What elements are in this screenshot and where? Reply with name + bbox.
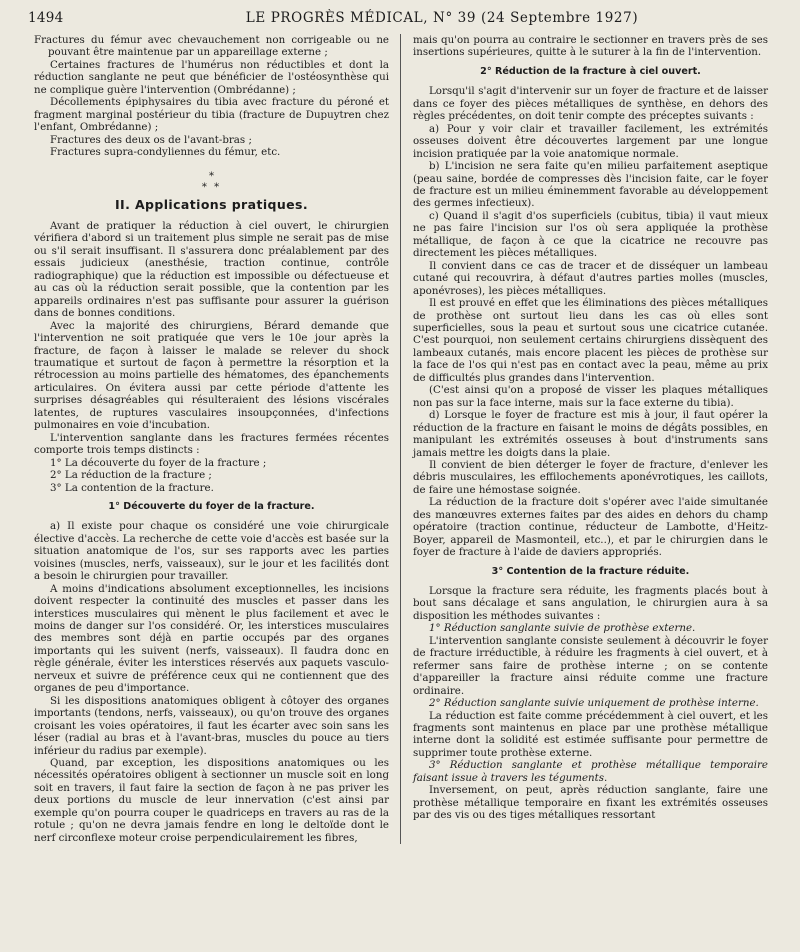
steps-list	[34, 457, 389, 494]
paragraph: Avec la majorité des chirurgiens, Bérard demande que l'intervention ne soit pratiquée que vers le 10e jour après la fracture, de façon à laisser le malade se relever du shock traumatique et surtout de façon à permettre la résorption et la rétrocession au moins partielle des hématomes, des épanchements articulaires. On évitera aussi par cette période d'attente les surprises désagréables qui résulteraient des lésions viscérales latentes, de ruptures vasculaires insoupçonnées, d'infections pulmonaires en voie d'incubation.	[34, 319, 389, 432]
page-header	[28, 10, 770, 32]
paragraph: L'intervention sanglante dans les fractures fermées récentes comporte trois temps distincts :	[34, 431, 389, 457]
paragraph: L'intervention sanglante consiste seulement à découvrir le foyer de fracture irréductible, à réduire les fragments à ciel ouvert, et à refermer sans faire de prothèse interne ; on se contente d'appareiller la fracture ainsi réduite comme une fracture ordinaire.	[413, 634, 768, 697]
paragraph: Lorsqu'il s'agit d'intervenir sur un foyer de fracture et de laisser dans ce foyer des pièces métalliques de synthèse, en dehors des règles précédentes, on doit tenir compte des préceptes suivants :	[413, 85, 768, 123]
paragraph: Il convient dans ce cas de tracer et de disséquer un lambeau cutané qui recouvrira, à défaut d'autres parties molles (muscles, aponévroses), les pièces métalliques.	[413, 259, 768, 297]
paragraph: Lorsque la fracture sera réduite, les fragments placés bout à bout sans décalage et sans angulation, le chirurgien aura à sa disposition les méthodes suivantes :	[413, 585, 768, 622]
paragraph: Si les dispositions anatomiques obligent à côtoyer des organes importants (tendons, nerfs, vaisseaux), ou qu'on trouve des organes croisant les voies opératoires, il faut les écarter avec soin sans les léser (radial au bras et à l'avant-bras, muscles du pouce au tiers inférieur du radius par exemple).	[34, 694, 389, 757]
page-number: 1494	[28, 10, 64, 26]
intro-list-item: Fractures supra-condyliennes du fémur, etc.	[50, 146, 281, 159]
method-heading: 3° Réduction sanglante et prothèse métallique temporaire faisant issue à travers les téguments.	[413, 759, 768, 784]
paragraph: a) Pour y voir clair et travailler facilement, les extrémités osseuses doivent être découvertes largement par une longue incision pratiquée par la voie anatomique normale.	[413, 122, 768, 160]
section-separator	[34, 171, 389, 193]
paragraph: c) Quand il s'agit d'os superficiels (cubitus, tibia) il vaut mieux ne pas faire l'incision sur l'os où sera appliquée la prothèse métallique, de façon à ce que la cicatrice ne recouvre pas directement les pièces métalliques.	[413, 209, 768, 260]
intro-list-item: Décollements épiphysaires du tibia avec fracture du péroné et fragment marginal postérieur du tibia (fracture de Dupuytren chez l'enfant, Ombrédanne) ;	[34, 96, 389, 134]
paragraph: b) L'incision ne sera faite qu'en milieu parfaitement aseptique (peau saine, bordée de compresses dès l'incision faite, car le foyer de fracture est un milieu éminemment favorable au développement des germes infectieux).	[413, 160, 768, 210]
separator-star-top: *	[209, 170, 214, 182]
section-title: II. Applications pratiques.	[114, 196, 309, 212]
method-heading: 1° Réduction sanglante suivie de prothèse externe.	[429, 622, 696, 635]
paragraph: Inversement, on peut, après réduction sanglante, faire une prothèse métallique temporaire en fixant les extrémités osseuses par des vis ou des tiges métalliques ressortant	[413, 784, 768, 822]
journal-title: LE PROGRÈS MÉDICAL, N° 39 (24 Septembre 1927)	[245, 10, 639, 26]
paragraph: Il convient de bien déterger le foyer de fracture, d'enlever les débris musculaires, les effilochements aponévrotiques, les caillots, de faire une hémostase soignée.	[413, 458, 768, 496]
intro-list-item: Certaines fractures de l'humérus non réductibles et dont la réduction sanglante ne peut que bénéficier de l'ostéosynthèse qui ne complique guère l'intervention (Ombrédanne) ;	[34, 58, 389, 96]
paragraph: La réduction de la fracture doit s'opérer avec l'aide simultanée des manœuvres externes faites par des aides en dehors du champ opératoire (traction continue, réducteur de Lambotte, d'Heitz-Boyer, appareil de Masmonteil, etc..), et par le chirurgien dans le foyer de fracture à l'aide de daviers appropriés.	[413, 496, 768, 559]
paragraph: a) Il existe pour chaque os considéré une voie chirurgicale élective d'accès. La recherche de cette voie d'accès est basée sur la situation anatomique de l'os, sur ses rapports avec les parties voisines (muscles, nerfs, vaisseaux), sur le jour et les facilités dont a besoin le chirurgien pour travailler.	[34, 520, 389, 583]
left-column	[28, 34, 400, 844]
right-column	[400, 34, 768, 844]
method-heading: 2° Réduction sanglante suivie uniquement de prothèse interne.	[429, 697, 759, 710]
paragraph: A moins d'indications absolument exceptionnelles, les incisions doivent respecter la continuité des muscles et passer dans les interstices musculaires qui mènent le plus facilement et avec le moins de danger sur l'os considéré. Or, les interstices musculaires des membres sont déjà en partie occupés par des organes importants qui les suivent (nerfs, vaisseaux). Il faudra donc en règle générale, éviter les interstices réservés aux paquets vasculo-nerveux et suivre de préférence ceux qui ne contiennent que des organes de peu d'importance.	[34, 582, 389, 695]
paragraph: Il est prouvé en effet que les éliminations des pièces métalliques de prothèse ont surtout lieu dans les cas où elles sont superficielles, sous la peau et surtout sous une cicatrice cutanée. C'est pourquoi, non seulement certains chirurgiens dissèquent des lambeaux cutanés, mais encore placent les pièces de prothèse sur la face de l'os qui n'est pas en contact avec la peau, même au prix de difficultés plus grandes dans l'intervention.	[413, 297, 768, 384]
paragraph-continued: mais qu'on pourra au contraire le sectionner en travers près de ses insertions supérieures, quitte à le suturer à la fin de l'intervention.	[413, 34, 768, 59]
step-item: 3° La contention de la fracture.	[50, 481, 214, 494]
subsection-title: 1° Découverte du foyer de la fracture.	[108, 500, 315, 512]
paragraph: La réduction est faite comme précédemment à ciel ouvert, et les fragments sont maintenus en place par une prothèse métallique interne dont la solidité est estimée suffisante pour permettre de supprimer toute prothèse externe.	[413, 709, 768, 759]
intro-list-item: Fractures du fémur avec chevauchement non corrigeable ou ne pouvant être maintenue par un appareillage externe ;	[34, 34, 389, 59]
step-item: 1° La découverte du foyer de la fracture ;	[50, 456, 267, 469]
step-item: 2° La réduction de la fracture ;	[50, 469, 212, 482]
paragraph: (C'est ainsi qu'on a proposé de visser les plaques métalliques non pas sur la face interne, mais sur la face externe du tibia).	[413, 384, 768, 409]
paragraph: Quand, par exception, les dispositions anatomiques ou les nécessités opératoires obligent à sectionner un muscle soit en long soit en travers, il faut faire la section de façon à ne pas priver les deux portions du muscle de leur innervation (c'est ainsi par exemple qu'on pourra couper le quadriceps en travers au ras de la rotule ; qu'on ne devra jamais fendre en long le deltoïde dont le nerf circonflexe moteur croise perpendiculairement les fibres,	[34, 757, 389, 844]
separator-star-bottom: * *	[201, 181, 222, 193]
subsection-title: 3° Contention de la fracture réduite.	[491, 565, 690, 577]
paragraph: d) Lorsque le foyer de fracture est mis à jour, il faut opérer la réduction de la fracture en faisant le moins de dégâts possibles, en manipulant les extrémités osseuses à bout d'instruments sans jamais mettre les doigts dans la plaie.	[413, 409, 768, 459]
intro-list-item: Fractures des deux os de l'avant-bras ;	[50, 133, 252, 146]
subsection-title: 2° Réduction de la fracture à ciel ouvert.	[480, 65, 701, 77]
paragraph: Avant de pratiquer la réduction à ciel ouvert, le chirurgien vérifiera d'abord si un traitement plus simple ne serait pas de mise ou s'il serait insuffisant. Il s'assurera donc préalablement par des essais judicieux (anesthésie, traction continue, contrôle radiographique) que la réduction est impossible ou défectueuse et au cas où la réduction serait possible, que la contention par les appareils ordinaires n'est pas suffisante pour assurer la guérison dans de bonnes conditions.	[34, 219, 389, 320]
